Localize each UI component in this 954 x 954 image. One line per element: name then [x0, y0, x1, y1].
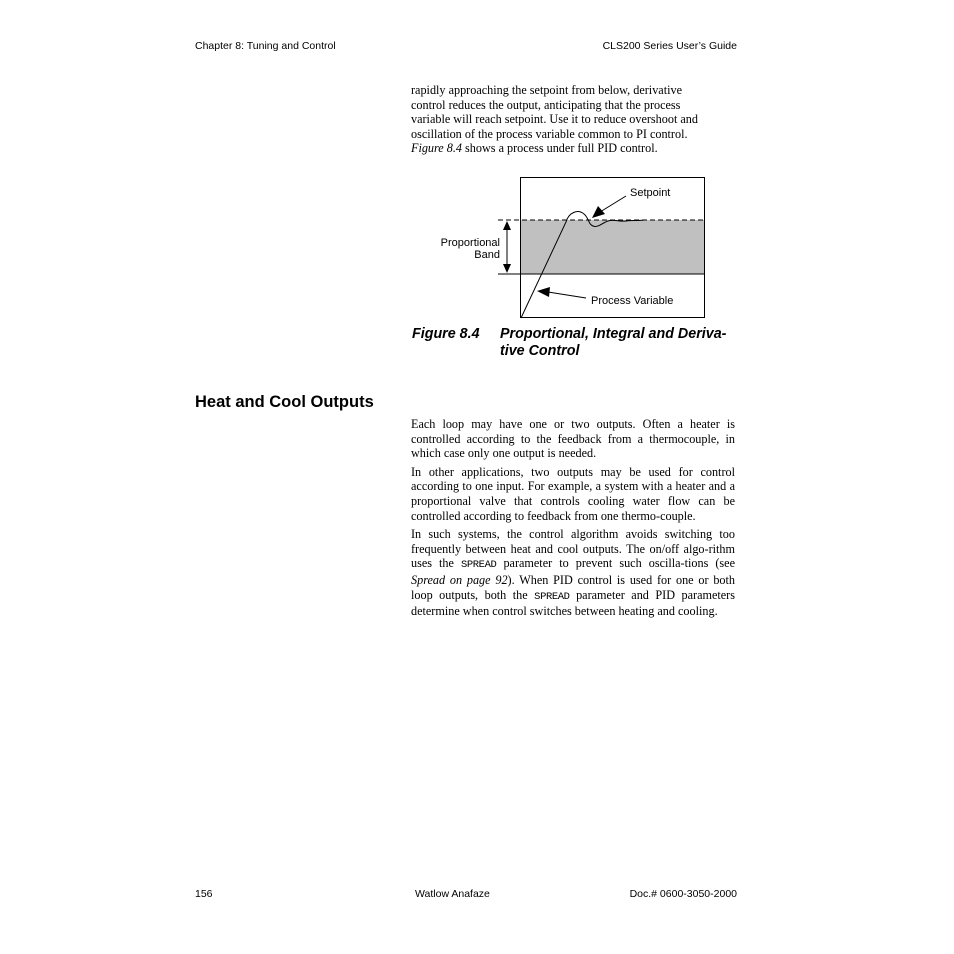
text-run: parameter to prevent such oscilla-tions (see	[496, 556, 735, 571]
band-label: Band	[474, 249, 500, 261]
process-variable-arrowhead	[537, 287, 550, 297]
intro-line: variable will reach setpoint. Use it to reduce overshoot and	[411, 112, 698, 127]
setpoint-pointer-line	[600, 196, 626, 212]
page-number: 156	[195, 888, 213, 900]
text-run: In such systems, the control algorithm avoids switching too frequently between heat and cool outputs. The on/off algo-rithm uses the	[411, 527, 735, 571]
paragraph: Each loop may have one or two outputs. Often a heater is controlled according to the feedback from a thermocouple, in which case only one output is needed.	[411, 417, 735, 461]
section-heading: Heat and Cool Outputs	[195, 393, 374, 411]
cross-reference: Spread on page 92	[411, 572, 508, 587]
intro-line-rest: shows a process under full PID control.	[462, 141, 658, 156]
intro-line: control reduces the output, anticipating that the process	[411, 97, 681, 112]
intro-line: rapidly approaching the setpoint from below, derivative	[411, 83, 682, 97]
footer-company: Watlow Anafaze	[415, 888, 490, 900]
figure-caption-number: Figure 8.4	[412, 326, 480, 342]
process-variable-label: Process Variable	[591, 295, 674, 307]
figure-caption-line: tive Control	[500, 343, 580, 359]
figure-reference: Figure 8.4	[411, 141, 462, 156]
paragraph	[411, 527, 735, 619]
band-arrow-down	[503, 264, 511, 273]
setpoint-label: Setpoint	[630, 187, 671, 199]
proportional-band-area	[521, 220, 704, 274]
setpoint-arrowhead	[592, 206, 605, 218]
proportional-label: Proportional	[440, 237, 500, 249]
figure-caption-title	[500, 326, 726, 360]
section-body	[411, 417, 735, 619]
running-header-chapter: Chapter 8: Tuning and Control	[195, 40, 336, 52]
text-run: ). When PID control is used for one or both loop outputs, both the	[411, 572, 735, 602]
running-header-title: CLS200 Series User’s Guide	[602, 40, 737, 52]
figure-caption-line: Proportional, Integral and Deriva-	[500, 326, 727, 342]
text-run: parameter and PID parameters determine when control switches between heating and cooling.	[411, 587, 735, 619]
band-arrow-up	[503, 221, 511, 230]
paragraph: In other applications, two outputs may be used for control according to one input. For example, a system with a heater and a proportional valve that controls cooling water flow can be controlled according to feedback from one thermo-couple.	[411, 464, 735, 523]
parameter-name: SPREAD	[460, 559, 497, 572]
intro-line: oscillation of the process variable common to PI control.	[411, 126, 688, 141]
footer-document-number: Doc.# 0600-3050-2000	[629, 888, 737, 900]
parameter-name: SPREAD	[534, 590, 570, 603]
process-variable-pointer-line	[548, 292, 586, 298]
